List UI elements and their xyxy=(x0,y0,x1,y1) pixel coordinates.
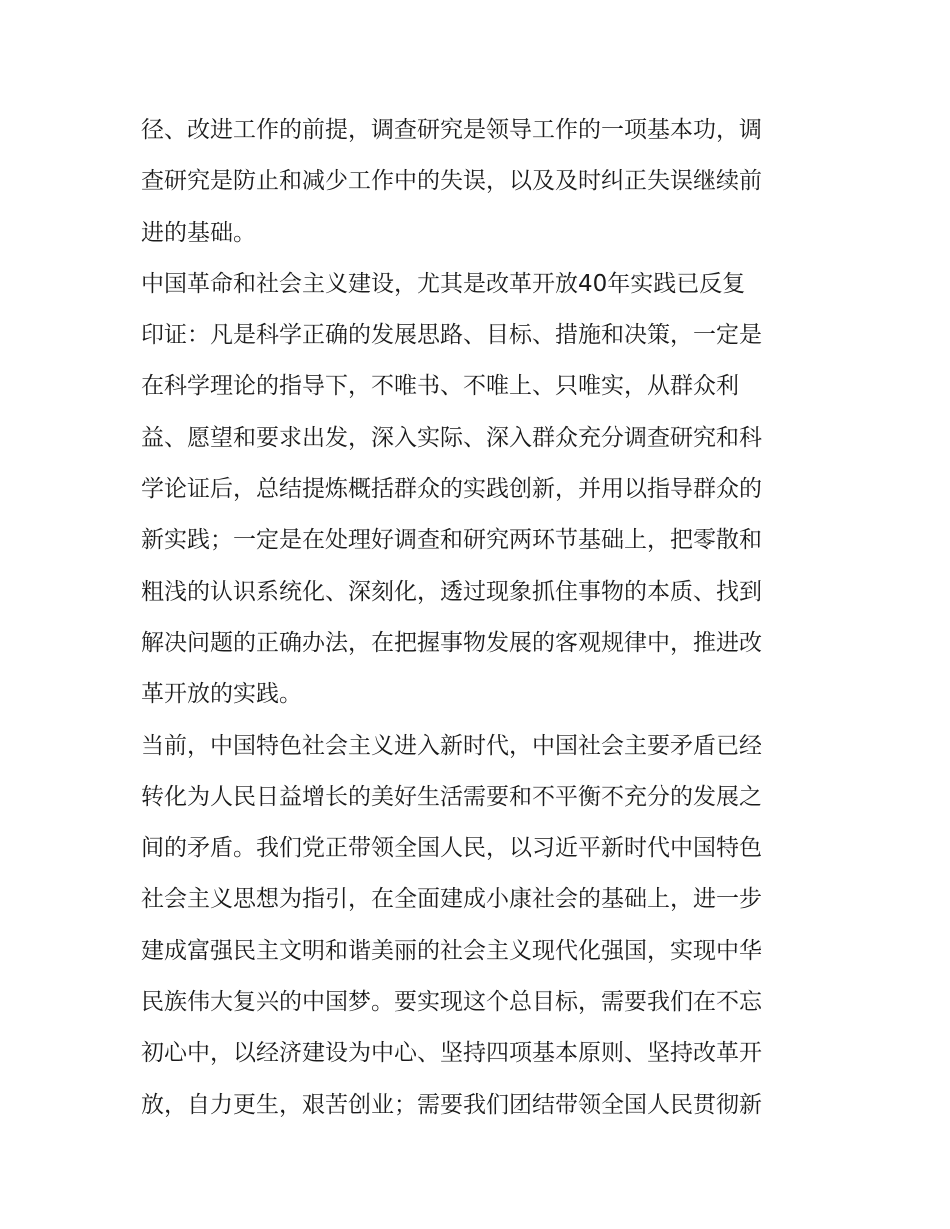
text-line: 初心中，以经济建设为中心、坚持四项基本原则、坚持改革开 xyxy=(141,1040,762,1067)
text-line: 益、愿望和要求出发，深入实际、深入群众充分调查研究和科 xyxy=(141,424,762,451)
text-line: 社会主义思想为指引，在全面建成小康社会的基础上，进一步 xyxy=(141,886,762,913)
text-line: 转化为人民日益增长的美好生活需要和不平衡不充分的发展之 xyxy=(141,783,762,810)
text-line: 学论证后，总结提炼概括群众的实践创新，并用以指导群众的 xyxy=(141,476,762,503)
text-line: 径、改进工作的前提，调查研究是领导工作的一项基本功，调 xyxy=(141,117,762,143)
text-line: 在科学理论的指导下，不唯书、不唯上、只唯实，从群众利 xyxy=(141,373,739,400)
text-line: 查研究是防止和减少工作中的失误，以及及时纠正失误继续前 xyxy=(141,168,762,195)
text-line: 进的基础。 xyxy=(141,219,256,246)
text-line: 放，自力更生，艰苦创业；需要我们团结带领全国人民贯彻新 xyxy=(141,1091,762,1118)
text-line: 印证：凡是科学正确的发展思路、目标、措施和决策，一定是 xyxy=(141,322,762,349)
text-line: 民族伟大复兴的中国梦。要实现这个总目标，需要我们在不忘 xyxy=(141,989,762,1016)
text-line: 新实践；一定是在处理好调查和研究两环节基础上，把零散和 xyxy=(141,527,762,554)
text-line: 建成富强民主文明和谐美丽的社会主义现代化强国，实现中华 xyxy=(141,937,762,964)
text-line: 粗浅的认识系统化、深刻化，透过现象抓住事物的本质、找到 xyxy=(141,578,762,605)
text-line: 当前，中国特色社会主义进入新时代，中国社会主要矛盾已经 xyxy=(141,732,762,759)
text-line: 革开放的实践。 xyxy=(141,681,302,708)
body-text xyxy=(141,105,821,1131)
text-line: 间的矛盾。我们党正带领全国人民，以习近平新时代中国特色 xyxy=(141,835,762,862)
text-line: 中国革命和社会主义建设，尤其是改革开放40年实践已反复 xyxy=(141,270,746,297)
text-line: 解决问题的正确办法，在把握事物发展的客观规律中，推进改 xyxy=(141,629,762,656)
